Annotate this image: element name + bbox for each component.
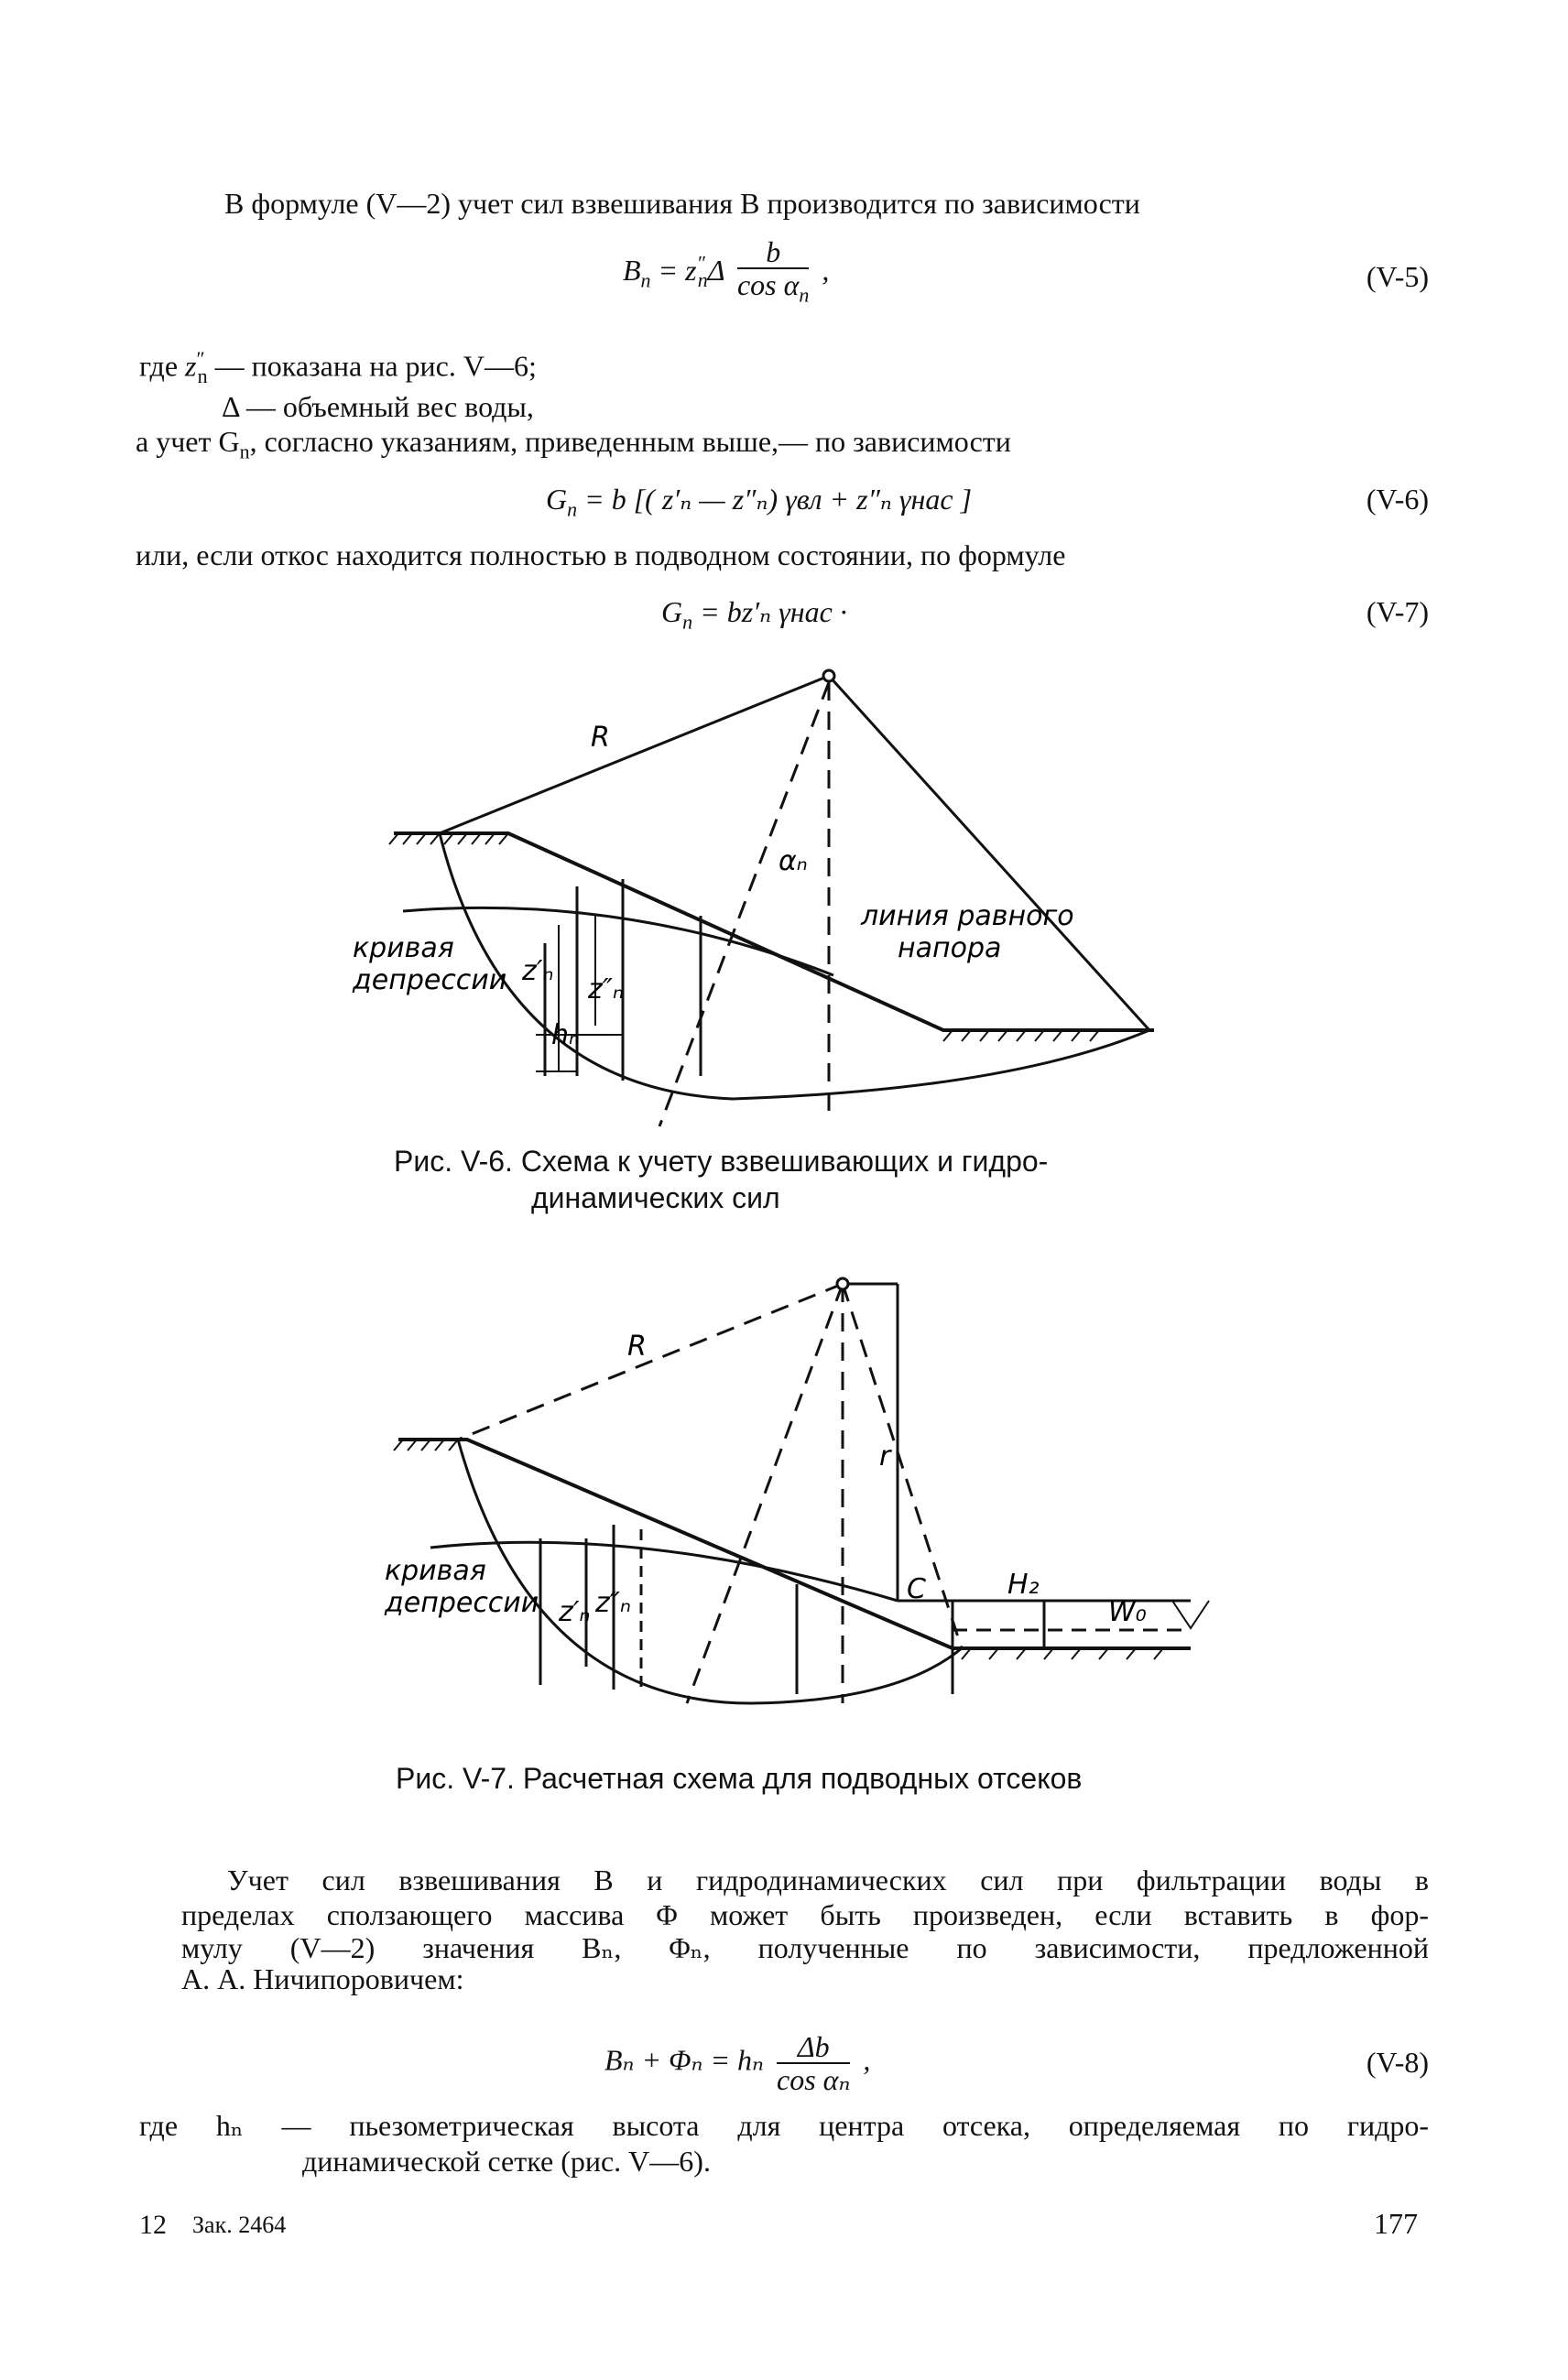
fig6-label-z2: z″ₙ: [588, 973, 624, 1005]
figure-v6-caption-1: Рис. V-6. Схема к учету взвешивающих и гидро-: [394, 1145, 1049, 1178]
fig7-label-W: W₀: [1108, 1596, 1147, 1628]
figure-v6: [348, 659, 1227, 1136]
fig6-label-curve1: кривая: [353, 932, 454, 964]
para-4-line-3: мулу (V—2) значения Bₙ, Φₙ, полученные по зависимости, предложенной: [181, 1931, 1429, 1964]
fig6-label-line1: линия равного: [861, 900, 1074, 932]
footer-order: Зак. 2464: [192, 2212, 287, 2238]
where-h-line-1: где hₙ — пьезометрическая высота для центра отсека, определяемая по гидро-: [139, 2109, 1429, 2142]
where-z: где $z''_n$ — показана на рис. V—6;: [139, 347, 537, 388]
equation-number-v7: (V-7): [1366, 595, 1429, 628]
para-4-line-2: пределах сползающего массива Φ может быть произведен, если вставить в фор-: [181, 1898, 1429, 1931]
equation-number-v8: (V-8): [1366, 2046, 1429, 2079]
equation-v7: $G_n = bz'_n$ γнас ·: [661, 595, 847, 634]
fig7-label-R: R: [627, 1331, 647, 1363]
equation-v6: $G_n = b$ [( z′ₙ — z″ₙ) γвл + z″ₙ γнас ]: [546, 483, 973, 521]
fig6-label-z1: z′ₙ: [522, 955, 554, 987]
fig6-label-line2: напора: [898, 932, 1002, 964]
para-4-line-4: А. А. Ничипоровичем:: [181, 1962, 464, 1995]
figure-v6-drawing: [348, 659, 1227, 1136]
radius-left: [440, 676, 829, 833]
figure-v7-caption: Рис. V-7. Расчетная схема для подводных отсеков: [396, 1762, 1083, 1795]
fig7-label-r: r: [879, 1440, 891, 1473]
fig7-label-z1: z′ₙ: [559, 1596, 591, 1628]
where-delta: Δ — объемный вес воды,: [222, 390, 534, 423]
para-3: или, если откос находится полностью в подводном состоянии, по формуле: [136, 538, 1066, 571]
radius-right: [829, 676, 1149, 1030]
fig6-label-h: hₙ: [551, 1019, 580, 1051]
figure-v7: [366, 1264, 1246, 1740]
fig7-label-curve1: кривая: [385, 1555, 486, 1587]
para-1: В формуле (V—2) учет сил взвешивания B производится по зависимости: [224, 187, 1140, 220]
equation-v8: Bₙ + Φₙ = hₙ $\frac{\Delta b}{\text{cos αₙ}}$ ,: [604, 2030, 871, 2096]
fig6-label-curve2: депрессии: [353, 964, 507, 996]
para-2: а учет $G_n$, согласно указаниям, приведенным выше,— по зависимости: [136, 425, 1011, 463]
fig6-label-R: R: [591, 722, 610, 754]
equation-v5: $B_n = z''_n\Delta$ $\frac{b}{\cos \alpha_n}$ ,: [623, 235, 830, 307]
where-h-line-2: динамической сетке (рис. V—6).: [302, 2145, 711, 2178]
fig7-label-H: H₂: [1007, 1569, 1040, 1601]
fig7-label-z2: z″ₙ: [595, 1587, 631, 1619]
equal-head-line: [659, 682, 829, 1126]
footer-signature: 12: [139, 2210, 167, 2240]
page-number: 177: [1374, 2207, 1418, 2240]
equation-number-v5: (V-5): [1366, 260, 1429, 293]
figure-v7-drawing: [366, 1264, 1246, 1740]
fig6-label-alpha: αₙ: [779, 845, 808, 877]
figure-v6-caption-2: динамических сил: [531, 1181, 780, 1214]
fig7-label-C: C: [907, 1573, 926, 1605]
para-4-line-1: Учет сил взвешивания B и гидродинамических сил при фильтрации воды в: [227, 1864, 1429, 1896]
fig7-label-curve2: депрессии: [385, 1587, 539, 1619]
equation-number-v6: (V-6): [1366, 483, 1429, 516]
slip-arc-7: [458, 1440, 962, 1703]
